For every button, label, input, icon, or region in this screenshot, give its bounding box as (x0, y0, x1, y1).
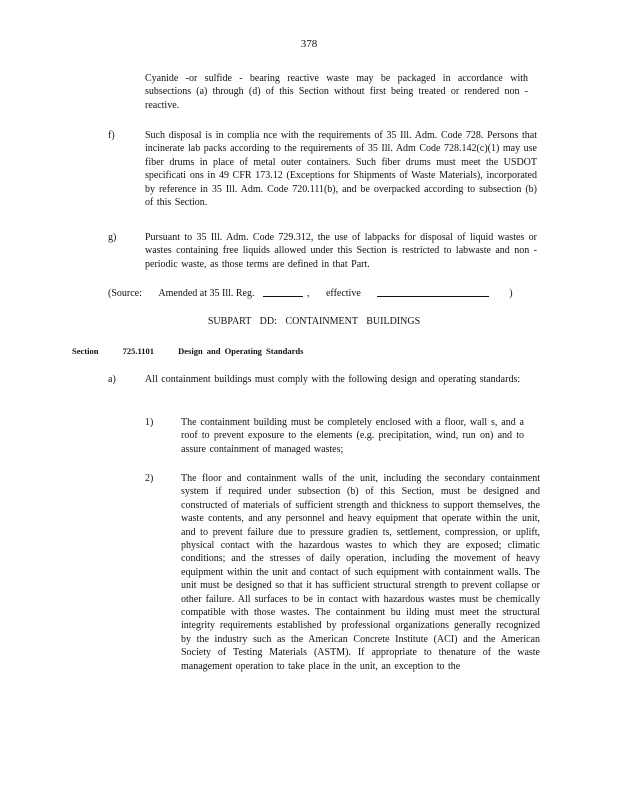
subpart-heading: SUBPART DD: CONTAINMENT BUILDINGS (207, 316, 421, 327)
section-title: Design and Operating Standards (178, 346, 304, 356)
section-word: Section (72, 346, 99, 356)
section-number: 725.1101 (122, 346, 154, 356)
item-g-label: g) (108, 232, 117, 243)
numbered-2-label: 2) (145, 473, 154, 484)
source-close: ) (509, 288, 513, 299)
effective-date-blank (377, 296, 489, 297)
item-f-label: f) (108, 130, 115, 141)
numbered-2-text: The floor and containment walls of the unit, including the secondary containment system if required under subsection (b) of this Section, must be designed and constructed of materials of sufficient strength and thickness to support themselves, the waste contents, and any personnel and heavy equipment that operate within the unit, and to prevent failure due to pressure gradien ts, settlement, compression, or uplift, physical contact with the hazardous wastes to which they are exposed; climatic conditions; and the stresses of daily operation, including the movement of heavy equipment within the unit and contact of such equipment with containment walls. The unit must be designed so that it has sufficient structural strength to prevent collapse or other failure. All surfaces to be in contact with hazardous wastes must be chemically compatible with those wastes. The containment bu ilding must meet the structural integrity requirements established by professional organizations generally recognized by the industry such as the American Concrete Institute (ACI) and the American Society of Testing Materials (ASTM). If appropriate to thenature of the waste management operation to take place in the unit, an exception to the (181, 473, 540, 672)
numbered-1-label: 1) (145, 417, 154, 428)
page-number: 378 (300, 38, 318, 50)
subsection-a-text: All containment buildings must comply with the following design and operating standards: (145, 374, 521, 385)
source-amended: Amended at 35 Ill. Reg. (158, 288, 255, 299)
item-g-text: Pursuant to 35 Ill. Adm. Code 729.312, the use of labpacks for disposal of liquid wastes or wastes containing free liquids allowed under this Section is restricted to labwaste and non -periodic waste, as those terms are defined in that Part. (145, 232, 537, 270)
source-comma: , (306, 288, 310, 299)
numbered-1-text: The containment building must be completely enclosed with a floor, wall s, and a roof to prevent exposure to the elements (e.g. precipitation, wind, run on) and to assure containment of managed wastes; (181, 417, 524, 455)
source-label: (Source: (108, 288, 142, 299)
section-heading (72, 346, 323, 356)
item-f-text: Such disposal is in complia nce with the requirements of 35 Ill. Adm. Code 728. Persons that incinerate lab packs according to the requirements of 35 Ill. Adm Code 728.142(c)(1) may use fiber drums in place of metal outer containers. Such fiber drums must meet the USDOT specificati ons in 49 CFR 173.12 (Exceptions for Shipments of Waste Materials), incorporated by reference in 35 Ill. Adm. Code 720.111(b), and be overpacked according to subsection (b) of this Section. (145, 130, 537, 209)
register-blank (263, 296, 303, 297)
source-effective: effective (325, 288, 361, 299)
subsection-a-label: a) (108, 374, 116, 385)
intro-paragraph: Cyanide -or sulfide - bearing reactive waste may be packaged in accordance with subsections (a) through (d) of this Section without first being treated or rendered non -reactive. (145, 73, 528, 111)
source-note (108, 288, 513, 299)
